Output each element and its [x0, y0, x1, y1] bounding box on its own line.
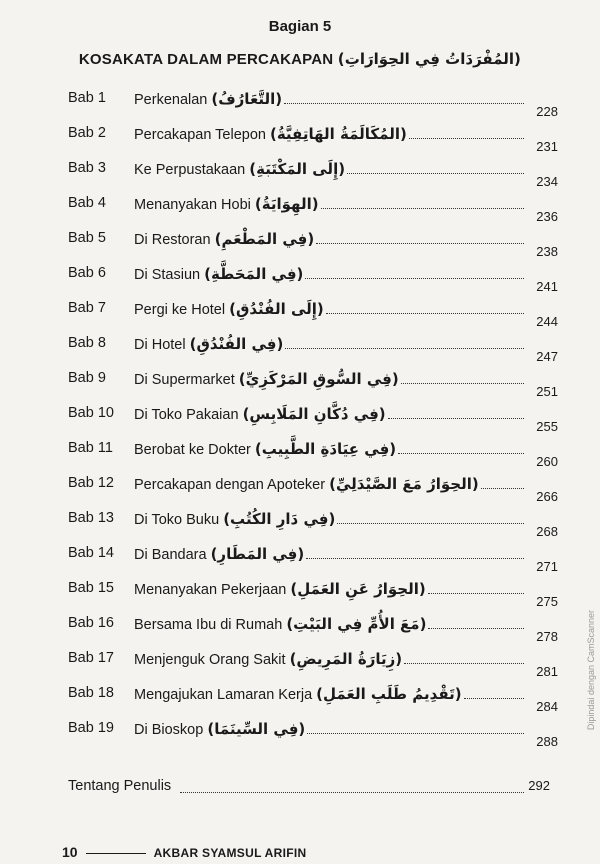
dot-leader — [316, 242, 524, 244]
chapter-page: 241 — [536, 279, 558, 294]
chapter-title-text: Di Bioskop — [134, 722, 204, 738]
chapter-title-arabic: (إِلَى الفُنْدُقِ) — [229, 300, 324, 318]
dot-leader — [180, 792, 524, 793]
dot-leader — [321, 207, 524, 209]
chapter-title — [134, 160, 345, 178]
chapter-page: 228 — [536, 104, 558, 119]
chapter-title — [134, 475, 479, 493]
chapter-page: 266 — [536, 489, 558, 504]
section-title-text: KOSAKATA DALAM PERCAKAPAN — [78, 51, 334, 68]
chapter-title-arabic: (المُكَالَمَةُ الهَاتِفِيَّةُ) — [269, 125, 407, 143]
chapter-page: 236 — [536, 209, 558, 224]
chapter-label: Bab 3 — [68, 160, 106, 176]
chapter-title — [134, 720, 305, 738]
chapter-title-text: Mengajukan Lamaran Kerja — [134, 687, 313, 703]
chapter-page: 244 — [536, 314, 558, 329]
dot-leader — [305, 277, 524, 279]
dot-leader — [401, 382, 524, 384]
chapter-title-text: Di Toko Pakaian — [134, 407, 239, 423]
footer-rule — [86, 853, 146, 854]
dot-leader — [481, 487, 524, 489]
chapter-title — [134, 335, 283, 353]
chapter-title-arabic: (فِي المَطْعَمِ) — [214, 230, 315, 248]
toc-entry — [68, 611, 558, 646]
dot-leader — [409, 137, 524, 139]
chapter-label: Bab 18 — [68, 685, 114, 701]
toc-entry — [68, 681, 558, 716]
footer-author: AKBAR SYAMSUL ARIFIN — [153, 846, 307, 860]
dot-leader — [285, 347, 524, 349]
toc-entry — [68, 576, 558, 611]
chapter-title-arabic: (زِيَارَةُ المَرِيضِ) — [289, 650, 403, 668]
chapter-page: 278 — [536, 629, 558, 644]
chapter-title — [134, 685, 462, 703]
chapter-title — [134, 580, 426, 598]
chapter-page: 284 — [536, 699, 558, 714]
part-title: Bagian 5 — [268, 18, 332, 35]
dot-leader — [337, 522, 524, 524]
chapter-title-text: Menjenguk Orang Sakit — [134, 652, 286, 668]
dot-leader — [326, 312, 524, 314]
chapter-label: Bab 6 — [68, 265, 106, 281]
dot-leader — [464, 697, 524, 699]
toc-entry — [68, 541, 558, 576]
chapter-label: Bab 19 — [68, 720, 114, 736]
toc-entry — [68, 191, 558, 226]
chapter-title-arabic: (فِي الفُنْدُقِ) — [189, 335, 284, 353]
chapter-title-arabic: (التَّعَارُفُ) — [211, 90, 283, 108]
chapter-title-arabic: (فِي دَارِ الكُتُبِ) — [223, 510, 336, 528]
chapter-title-arabic: (فِي السِّينَمَا) — [207, 720, 306, 738]
toc-entry — [68, 331, 558, 366]
chapter-title — [134, 545, 304, 563]
chapter-page: 231 — [536, 139, 558, 154]
toc-entry — [68, 401, 558, 436]
dot-leader — [347, 172, 524, 174]
chapter-label: Bab 7 — [68, 300, 106, 316]
chapter-label: Bab 16 — [68, 615, 114, 631]
toc-entry — [68, 471, 558, 506]
chapter-page: 255 — [536, 419, 558, 434]
chapter-page: 271 — [536, 559, 558, 574]
chapter-title — [134, 90, 282, 108]
chapter-title-text: Pergi ke Hotel — [134, 302, 226, 318]
author-note-page: 292 — [528, 778, 550, 793]
chapter-label: Bab 1 — [68, 90, 106, 106]
chapter-title-text: Di Restoran — [134, 232, 211, 248]
chapter-page: 247 — [536, 349, 558, 364]
chapter-title-text: Perkenalan — [134, 92, 208, 108]
toc-entry — [68, 436, 558, 471]
chapter-title — [134, 510, 335, 528]
page-footer — [62, 844, 306, 860]
chapter-title — [134, 405, 386, 423]
chapter-title-arabic: (فِي المَطَارِ) — [210, 545, 305, 563]
footer-page-number: 10 — [62, 844, 78, 860]
chapter-title-text: Percakapan Telepon — [134, 127, 266, 143]
chapter-title — [134, 230, 314, 248]
toc-entry — [68, 156, 558, 191]
chapter-title — [134, 195, 319, 213]
toc-entry — [68, 646, 558, 681]
chapter-title-text: Di Toko Buku — [134, 512, 220, 528]
chapter-title — [134, 125, 407, 143]
toc-entry — [68, 366, 558, 401]
chapter-title — [134, 300, 324, 318]
chapter-title — [134, 370, 399, 388]
chapter-title — [134, 265, 303, 283]
dot-leader — [388, 417, 524, 419]
chapter-label: Bab 5 — [68, 230, 106, 246]
author-note-label: Tentang Penulis — [68, 778, 172, 794]
scanner-watermark: Dipindai dengan CamScanner — [586, 610, 596, 731]
chapter-title-arabic: (الحِوَارُ مَعَ الصَّيْدَلِيِّ) — [329, 475, 479, 493]
section-title — [0, 50, 600, 68]
chapter-title-text: Menanyakan Hobi — [134, 197, 251, 213]
toc-entry — [68, 716, 558, 751]
chapter-page: 281 — [536, 664, 558, 679]
chapter-label: Bab 11 — [68, 440, 113, 456]
chapter-label: Bab 8 — [68, 335, 106, 351]
chapter-title-arabic: (فِي المَحَطَّةِ) — [204, 265, 304, 283]
dot-leader — [306, 557, 524, 559]
chapter-page: 234 — [536, 174, 558, 189]
chapter-title-text: Di Supermarket — [134, 372, 235, 388]
chapter-label: Bab 2 — [68, 125, 106, 141]
dot-leader — [428, 592, 524, 594]
toc-entry — [68, 121, 558, 156]
dot-leader — [284, 102, 524, 104]
chapter-title — [134, 440, 396, 458]
chapter-title-arabic: (مَعَ الأُمِّ فِي البَيْتِ) — [286, 615, 427, 633]
section-title-arabic: (المُفْرَدَاتُ فِي الحِوَارَاتِ) — [337, 50, 522, 68]
chapter-label: Bab 17 — [68, 650, 114, 666]
toc-entry — [68, 226, 558, 261]
toc-entry — [68, 261, 558, 296]
chapter-label: Bab 13 — [68, 510, 114, 526]
chapter-title-text: Percakapan dengan Apoteker — [134, 477, 326, 493]
chapter-page: 288 — [536, 734, 558, 749]
chapter-label: Bab 15 — [68, 580, 114, 596]
toc-entry — [68, 506, 558, 541]
dot-leader — [307, 732, 524, 734]
chapter-label: Bab 12 — [68, 475, 114, 491]
chapter-title-arabic: (فِي دُكَّانِ المَلَابِسِ) — [242, 405, 386, 423]
chapter-title-text: Ke Perpustakaan — [134, 162, 246, 178]
chapter-title-arabic: (إِلَى المَكْتَبَةِ) — [249, 160, 346, 178]
dot-leader — [404, 662, 524, 664]
chapter-page: 260 — [536, 454, 558, 469]
chapter-title-text: Bersama Ibu di Rumah — [134, 617, 283, 633]
toc-entry-author-note — [68, 778, 558, 802]
chapter-title-text: Menanyakan Pekerjaan — [134, 582, 287, 598]
chapter-title-text: Di Hotel — [134, 337, 186, 353]
chapter-title — [134, 615, 426, 633]
chapter-label: Bab 10 — [68, 405, 114, 421]
chapter-title-arabic: (تَقْدِيمُ طَلَبِ العَمَلِ) — [316, 685, 462, 703]
table-of-contents — [68, 86, 558, 751]
chapter-label: Bab 4 — [68, 195, 106, 211]
chapter-title-arabic: (الحِوَارُ عَنِ العَمَلِ) — [290, 580, 426, 598]
chapter-label: Bab 9 — [68, 370, 106, 386]
toc-entry — [68, 296, 558, 331]
chapter-title-arabic: (الهِوَايَةُ) — [254, 195, 319, 213]
dot-leader — [398, 452, 524, 454]
chapter-title-text: Di Bandara — [134, 547, 207, 563]
chapter-title-arabic: (فِي عِيَادَةِ الطَّبِيبِ) — [254, 440, 397, 458]
chapter-title-text: Berobat ke Dokter — [134, 442, 251, 458]
chapter-page: 251 — [536, 384, 558, 399]
chapter-title — [134, 650, 402, 668]
chapter-page: 268 — [536, 524, 558, 539]
chapter-label: Bab 14 — [68, 545, 114, 561]
dot-leader — [428, 627, 524, 629]
chapter-page: 238 — [536, 244, 558, 259]
chapter-page: 275 — [536, 594, 558, 609]
toc-entry — [68, 86, 558, 121]
chapter-title-arabic: (فِي السُّوقِ المَرْكَزِيِّ) — [238, 370, 399, 388]
chapter-title-text: Di Stasiun — [134, 267, 201, 283]
